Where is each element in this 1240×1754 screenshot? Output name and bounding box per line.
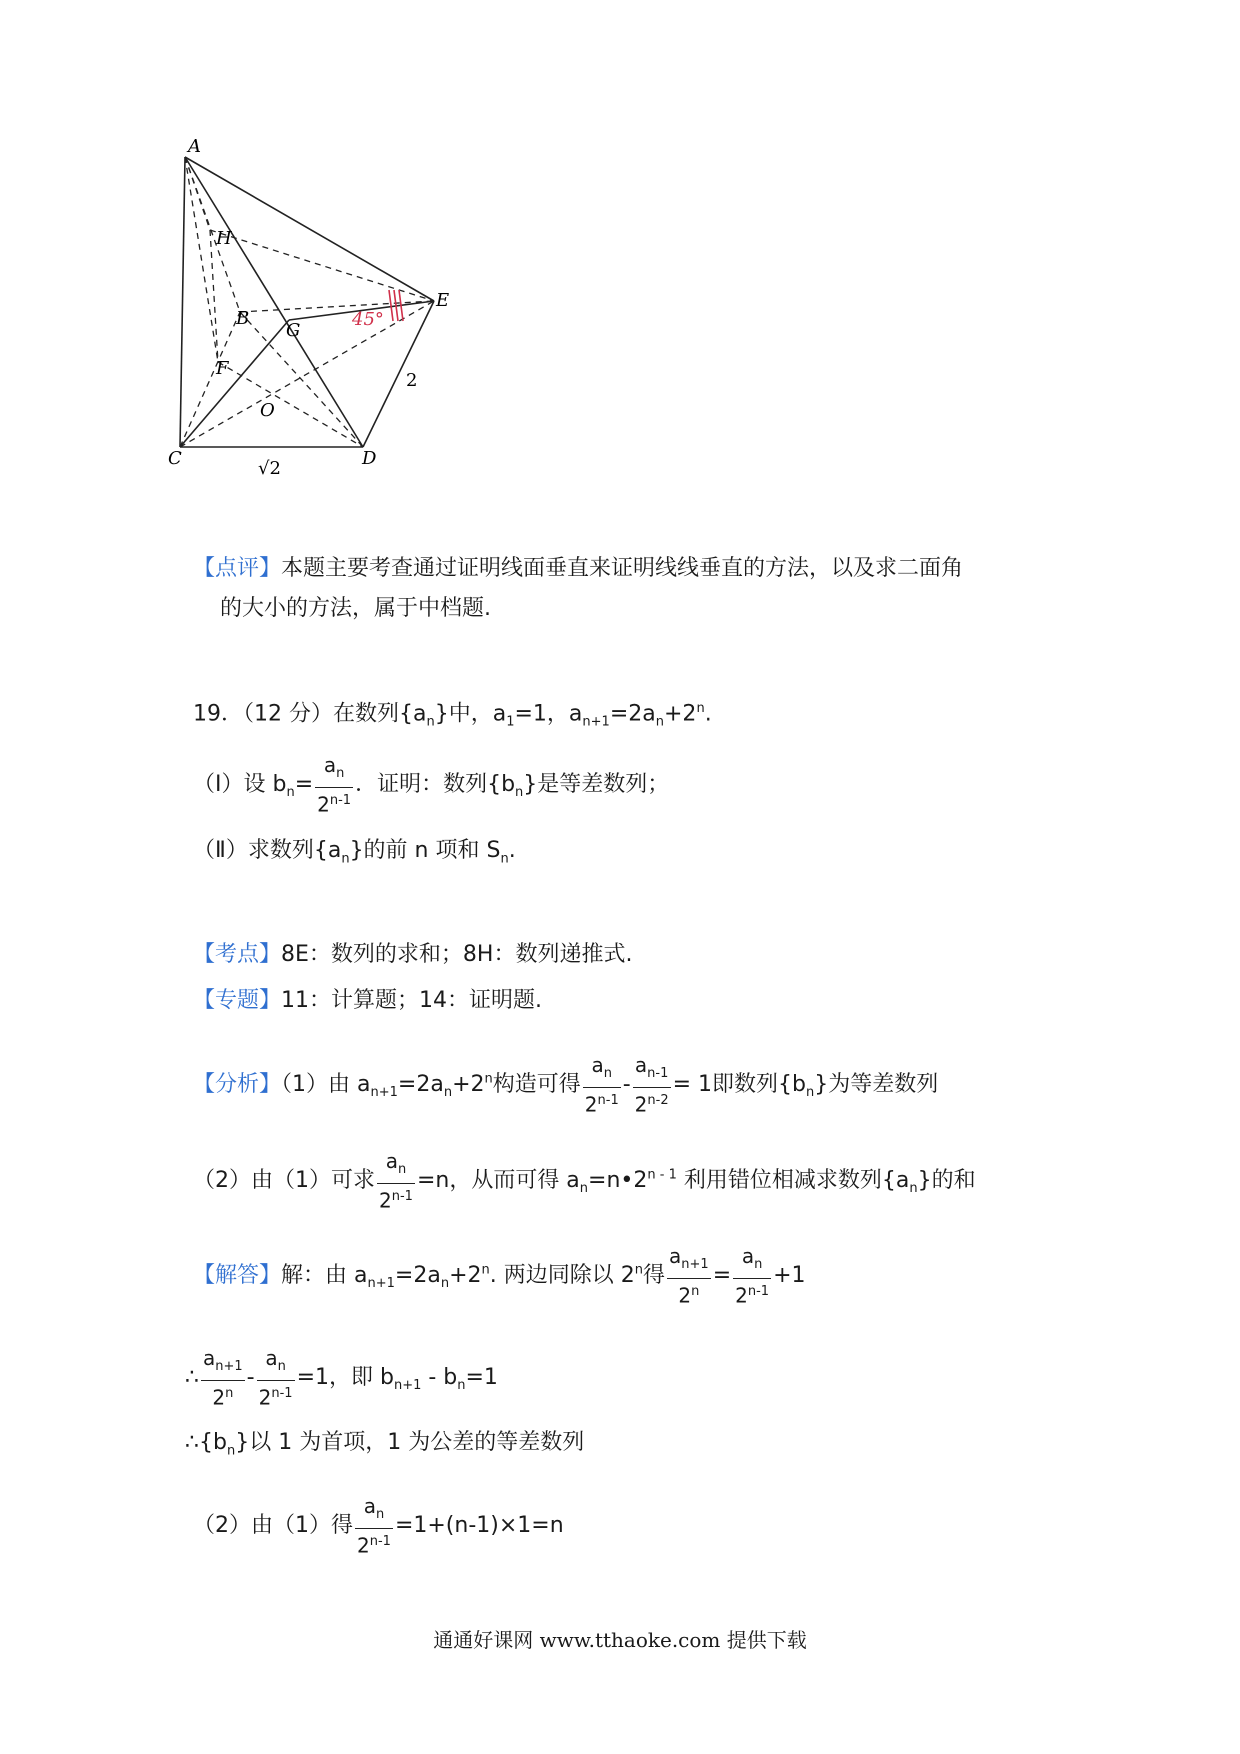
fraction: $\frac{a_{n+1}}{2^n}$ [669,1244,709,1308]
jieda-line-2: ∴ $\frac{a_{n+1}}{2^n}$ - $\frac{a_n}{2^{n-1}}$ =1，即 $b_{n+1} - b_n=1$ [185,1346,498,1410]
fraction: $\frac{a_n}{2^{n-1}}$ [379,1149,413,1213]
fraction: $\frac{a_n}{2^{n-1}}$ [357,1494,391,1558]
label-D: D [362,448,377,469]
label-A: A [188,136,201,157]
footer-text: 通通好课网 www.tthaoke.com 提供下载 [433,1628,807,1652]
fraction: $\frac{a_n}{2^{n-1}}$ [735,1244,770,1308]
edge-ed-label: 2 [406,370,418,391]
problem-part-1: （Ⅰ）设 $b_n=$ $\frac{a_n}{2^{n-1}}$ ．证明：数列$\{b_n\}$是等差数列； [193,753,670,817]
fraction: $\frac{a_n}{2^{n-1}}$ [584,1053,619,1117]
jieda-line-3: $\therefore\{b_n\}$以 1 为首项，1 为公差的等差数列 [185,1430,585,1459]
geometry-figure [168,136,500,510]
problem-statement: 19．（12 分）在数列$\{a_n\}$中，$a_1=1$，$a_{n+1}=2a_n+2^n$. [193,701,712,730]
label-O: O [260,400,275,421]
label-B: B [236,308,250,329]
angle-label: 45° [352,309,384,330]
edge-cd-label: √2 [258,458,281,479]
fenxi-line-1: 【分析】（1）由 $a_{n+1}=2a_n+2^n$构造可得 $\frac{a_n}{2^{n-1}}$ - $\frac{a_{n-1}}{2^{n-2}}$ = 1即数列$\{b_n\}$为等差数列 [193,1053,939,1117]
label-C: C [168,448,182,469]
jieda-line-1: 【解答】解：由 $a_{n+1}=2a_n+2^n$. 两边同除以 2$^n$得 $\frac{a_{n+1}}{2^n}$ = $\frac{a_n}{2^{n-1}}$ +1 [193,1244,806,1308]
fraction: $\frac{a_n}{2^{n-1}}$ [317,753,352,817]
fraction: $\frac{a_{n+1}}{2^n}$ [203,1346,243,1410]
review-line-2: 的大小的方法，属于中档题. [220,596,491,621]
label-G: G [286,320,301,341]
label-F: F [216,358,229,379]
zhuanti-line: 【专题】11：计算题；14：证明题. [193,988,542,1013]
label-E: E [436,290,450,311]
fenxi-line-2: （2）由（1）可求 $\frac{a_n}{2^{n-1}}$ =n，从而可得 $a_n=n•2^{n - 1}$ 利用错位相减求数列$\{a_n\}$的和 [193,1149,976,1213]
jieda-line-4: （2）由（1）得 $\frac{a_n}{2^{n-1}}$ =1+(n-1)×1=n [193,1494,564,1558]
review-line-1: 【点评】本题主要考查通过证明线面垂直来证明线线垂直的方法，以及求二面角 [193,556,964,581]
review-tag: 【点评】 [193,556,282,581]
fraction: $\frac{a_{n-1}}{2^{n-2}}$ [634,1053,669,1117]
kaodian-line: 【考点】8E：数列的求和；8H：数列递推式. [193,942,633,967]
fraction: $\frac{a_n}{2^{n-1}}$ [258,1346,293,1410]
problem-part-2: （Ⅱ）求数列$\{a_n\}$的前 n 项和 $S_n$. [193,838,516,867]
label-H: H [216,228,232,249]
